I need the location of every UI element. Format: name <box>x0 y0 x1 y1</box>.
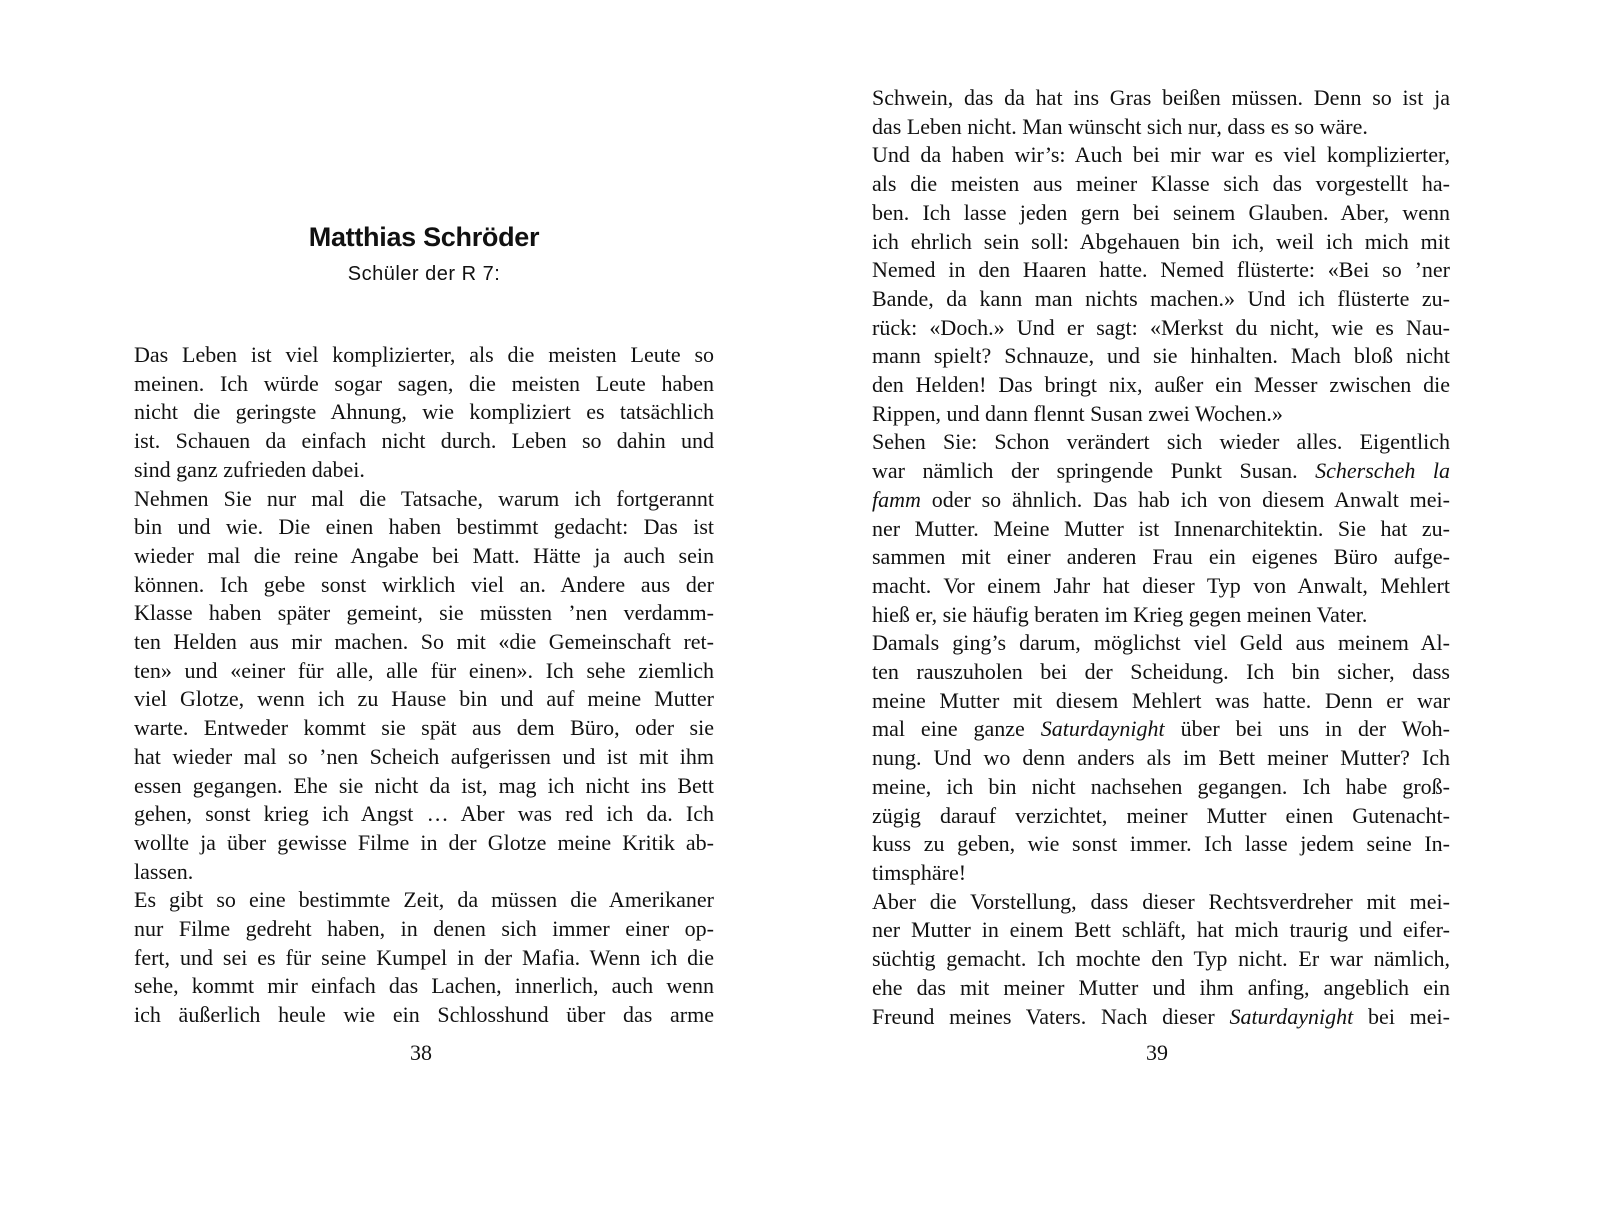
text-line: ich ehrlich sein soll: Abgehauen bin ich, weil ich mich mit <box>872 228 1450 254</box>
text-line: Sehen Sie: Schon verändert sich wieder alles. Eigentlich <box>872 429 1450 455</box>
text-line: mann spielt? Schnauze, und sie hinhalten. Mach bloß nicht <box>872 343 1450 369</box>
text-line: ten rauszuholen bei der Scheidung. Ich bin sicher, dass <box>872 659 1450 685</box>
text-line: ner Mutter. Meine Mutter ist Innenarchitektin. Sie hat zu- <box>872 515 1450 541</box>
author-name: Matthias Schröder <box>308 222 540 252</box>
text-line: ten» und «einer für alle, alle für einen». Ich sehe ziemlich <box>134 657 714 683</box>
text-line: ich äußerlich heule wie ein Schlosshund über das arme <box>134 1002 714 1028</box>
text-line: sammen mit einer anderen Frau ein eigenes Büro aufge- <box>872 544 1450 570</box>
text-line: mal eine ganze Saturdaynight über bei uns in der Woh- <box>872 716 1450 742</box>
text-line: lassen. <box>134 858 194 884</box>
text-line: ten Helden aus mir machen. So mit «die Gemeinschaft ret- <box>134 629 714 655</box>
text-line: viel Glotze, wenn ich zu Hause bin und auf meine Mutter <box>134 686 714 712</box>
text-line: nung. Und wo denn anders als im Bett meiner Mutter? Ich <box>872 745 1450 771</box>
text-line: hat wieder mal so ’nen Scheich aufgerissen und ist mit ihm <box>134 743 714 769</box>
text-line: essen gegangen. Ehe sie nicht da ist, mag ich nicht ins Bett <box>134 772 714 798</box>
author-subtitle: Schüler der R 7: <box>347 263 501 285</box>
text-line: wollte ja über gewisse Filme in der Glotze meine Kritik ab- <box>134 829 714 855</box>
text-line: timsphäre! <box>872 859 967 885</box>
right-page <box>800 0 1600 1216</box>
text-line: den Helden! Das bringt nix, außer ein Messer zwischen die <box>872 372 1450 398</box>
text-line: das Leben nicht. Man wünscht sich nur, dass es so wäre. <box>872 113 1368 139</box>
text-line: Es gibt so eine bestimmte Zeit, da müssen die Amerikaner <box>134 887 714 913</box>
text-line: rück: «Doch.» Und er sagt: «Merkst du nicht, wie es Nau- <box>872 314 1450 340</box>
text-line: Freund meines Vaters. Nach dieser Saturdaynight bei mei- <box>872 1003 1450 1029</box>
text-line: nicht die geringste Ahnung, wie kompliziert es tatsächlich <box>134 399 714 425</box>
text-line: nur Filme gedreht haben, in denen sich immer einer op- <box>134 916 714 942</box>
text-line: ben. Ich lasse jeden gern bei seinem Glauben. Aber, wenn <box>872 199 1450 225</box>
text-line: fert, und sei es für seine Kumpel in der Mafia. Wenn ich die <box>134 944 714 970</box>
text-line: Und da haben wir’s: Auch bei mir war es viel komplizierter, <box>872 142 1450 168</box>
text-line: Bande, da kann man nichts machen.» Und ich flüsterte zu- <box>872 285 1450 311</box>
text-line: Schwein, das da hat ins Gras beißen müssen. Denn so ist ja <box>872 85 1450 110</box>
text-line: Klasse haben später gemeint, sie müssten ’nen verdamm- <box>134 600 714 626</box>
text-line: ist. Schauen da einfach nicht durch. Leben so dahin und <box>134 428 714 454</box>
text-line: hieß er, sie häufig beraten im Krieg gegen meinen Vater. <box>872 601 1368 627</box>
right-body-text <box>872 84 1450 1031</box>
left-body-text <box>134 341 714 1030</box>
text-line: zügig darauf verzichtet, meiner Mutter einen Gutenacht- <box>872 802 1450 828</box>
text-line: meinen. Ich würde sogar sagen, die meisten Leute haben <box>134 370 714 396</box>
text-line: können. Ich gebe sonst wirklich viel an. Andere aus der <box>134 571 714 597</box>
page-number-left: 38 <box>410 1040 432 1065</box>
page-number-right: 39 <box>1146 1040 1168 1065</box>
text-line: sehe, kommt mir einfach das Lachen, innerlich, auch wenn <box>134 973 714 999</box>
text-line: kuss zu geben, wie sonst immer. Ich lasse jedem seine In- <box>872 831 1450 857</box>
text-line: ehe das mit meiner Mutter und ihm anfing, angeblich ein <box>872 974 1450 1000</box>
text-line: macht. Vor einem Jahr hat dieser Typ von Anwalt, Mehlert <box>872 572 1450 598</box>
text-line: als die meisten aus meiner Klasse sich das vorgestellt ha- <box>872 171 1450 197</box>
text-line: süchtig gemacht. Ich mochte den Typ nicht. Er war nämlich, <box>872 946 1450 972</box>
text-line: Nehmen Sie nur mal die Tatsache, warum ich fortgerannt <box>134 485 714 511</box>
text-line: famm oder so ähnlich. Das hab ich von diesem Anwalt mei- <box>872 486 1450 512</box>
text-line: warte. Entweder kommt sie spät aus dem Büro, oder sie <box>134 715 714 741</box>
text-line: Das Leben ist viel komplizierter, als die meisten Leute so <box>134 342 714 367</box>
text-line: meine Mutter mit diesem Mehlert was hatte. Denn er war <box>872 687 1450 713</box>
text-line: wieder mal die reine Angabe bei Matt. Hätte ja auch sein <box>134 542 714 568</box>
text-line: Nemed in den Haaren hatte. Nemed flüsterte: «Bei so ’ner <box>872 257 1450 283</box>
text-line: Damals ging’s darum, möglichst viel Geld aus meinem Al- <box>872 630 1450 656</box>
chapter-heading <box>134 222 714 286</box>
text-line: meine, ich bin nicht nachsehen gegangen. Ich habe groß- <box>872 773 1450 799</box>
text-line: war nämlich der springende Punkt Susan. Scherscheh la <box>872 458 1450 484</box>
text-line: gehen, sonst krieg ich Angst … Aber was red ich da. Ich <box>134 801 714 827</box>
text-line: bin und wie. Die einen haben bestimmt gedacht: Das ist <box>134 514 714 540</box>
text-line: Aber die Vorstellung, dass dieser Rechtsverdreher mit mei- <box>872 888 1450 914</box>
text-line: Rippen, und dann flennt Susan zwei Wochen.» <box>872 400 1283 426</box>
text-line: ner Mutter in einem Bett schläft, hat mich traurig und eifer- <box>872 917 1450 943</box>
text-line: sind ganz zufrieden dabei. <box>134 456 365 482</box>
